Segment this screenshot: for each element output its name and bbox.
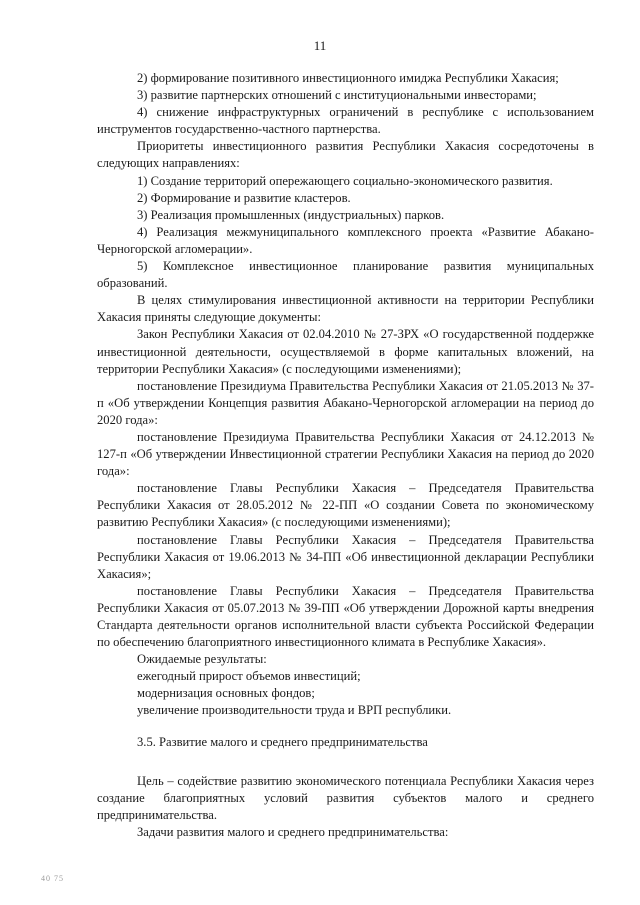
paragraph: постановление Президиума Правительства Республики Хакасия от 24.12.2013 № 127-п «Об утверждении Инвестиционной стратегии Республики Хакасия на период до 2020 года»:	[97, 429, 594, 479]
document-body	[97, 70, 594, 841]
spacer	[97, 720, 594, 734]
paragraph: постановление Главы Республики Хакасия – Председателя Правительства Республики Хакасия от 28.05.2012 № 22-ПП «О создании Совета по экономическому развитию Республики Хакасия» (с последующими изменениями);	[97, 481, 594, 530]
paragraph: Цель – содействие развитию экономического потенциала Республики Хакасия через создание благоприятных условий развития субъектов малого и среднего предпринимательства.	[97, 773, 594, 822]
results-heading: Ожидаемые результаты:	[137, 652, 267, 667]
paragraph: 5) Комплексное инвестиционное планирование развития муниципальных образований.	[97, 259, 594, 291]
paragraph: постановление Президиума Правительства Республики Хакасия от 21.05.2013 № 37-п «Об утверждении Концепция развития Абакано-Черногорской агломерации на период до 2020 года»:	[97, 378, 594, 427]
paragraph: В целях стимулирования инвестиционной активности на территории Республики Хакасия приняты следующие документы:	[97, 293, 594, 325]
paragraph: 3) развитие партнерских отношений с институциональными инвесторами;	[137, 88, 537, 103]
paragraph: Приоритеты инвестиционного развития Республики Хакасия сосредоточены в следующих направлениях:	[97, 139, 594, 171]
paragraph: 2) формирование позитивного инвестиционного имиджа Республики Хакасия;	[137, 71, 559, 85]
scan-mark: 40 75	[41, 874, 64, 883]
paragraph: Задачи развития малого и среднего предпринимательства:	[137, 824, 449, 839]
result-item: увеличение производительности труда и ВРП республики.	[137, 703, 452, 718]
paragraph: 3) Реализация промышленных (индустриальных) парков.	[137, 207, 445, 222]
paragraph: 4) снижение инфраструктурных ограничений в республике с использованием инструментов государственно-частного партнерства.	[97, 105, 594, 137]
paragraph: 4) Реализация межмуниципального комплексного проекта «Развитие Абакано-Черногорской агломерации».	[97, 224, 594, 256]
paragraph: 2) Формирование и развитие кластеров.	[137, 190, 351, 205]
result-item: ежегодный прирост объемов инвестиций;	[137, 669, 361, 684]
section-heading: 3.5. Развитие малого и среднего предпринимательства	[137, 734, 428, 749]
paragraph: 1) Создание территорий опережающего социально-экономического развития.	[137, 173, 553, 188]
paragraph: постановление Главы Республики Хакасия – Председателя Правительства Республики Хакасия от 19.06.2013 № 34-ПП «Об инвестиционной декларации Республики Хакасия»;	[97, 532, 594, 581]
spacer	[97, 751, 594, 773]
paragraph: постановление Главы Республики Хакасия – Председателя Правительства Республики Хакасия от 05.07.2013 № 39-ПП «Об утверждении Дорожной карты внедрения Стандарта деятельности органов исполнительной власти субъекта Российской Федерации по обеспечению благоприятного инвестиционного климата в Республике Хакасия».	[97, 583, 594, 650]
page-number: 11	[313, 38, 327, 53]
paragraph: Закон Республики Хакасия от 02.04.2010 № 27-ЗРХ «О государственной поддержке инвестиционной деятельности, осуществляемой в форме капитальных вложений, на территории Республики Хакасия» (с последующими изменениями);	[97, 327, 594, 376]
result-item: модернизация основных фондов;	[137, 686, 315, 701]
